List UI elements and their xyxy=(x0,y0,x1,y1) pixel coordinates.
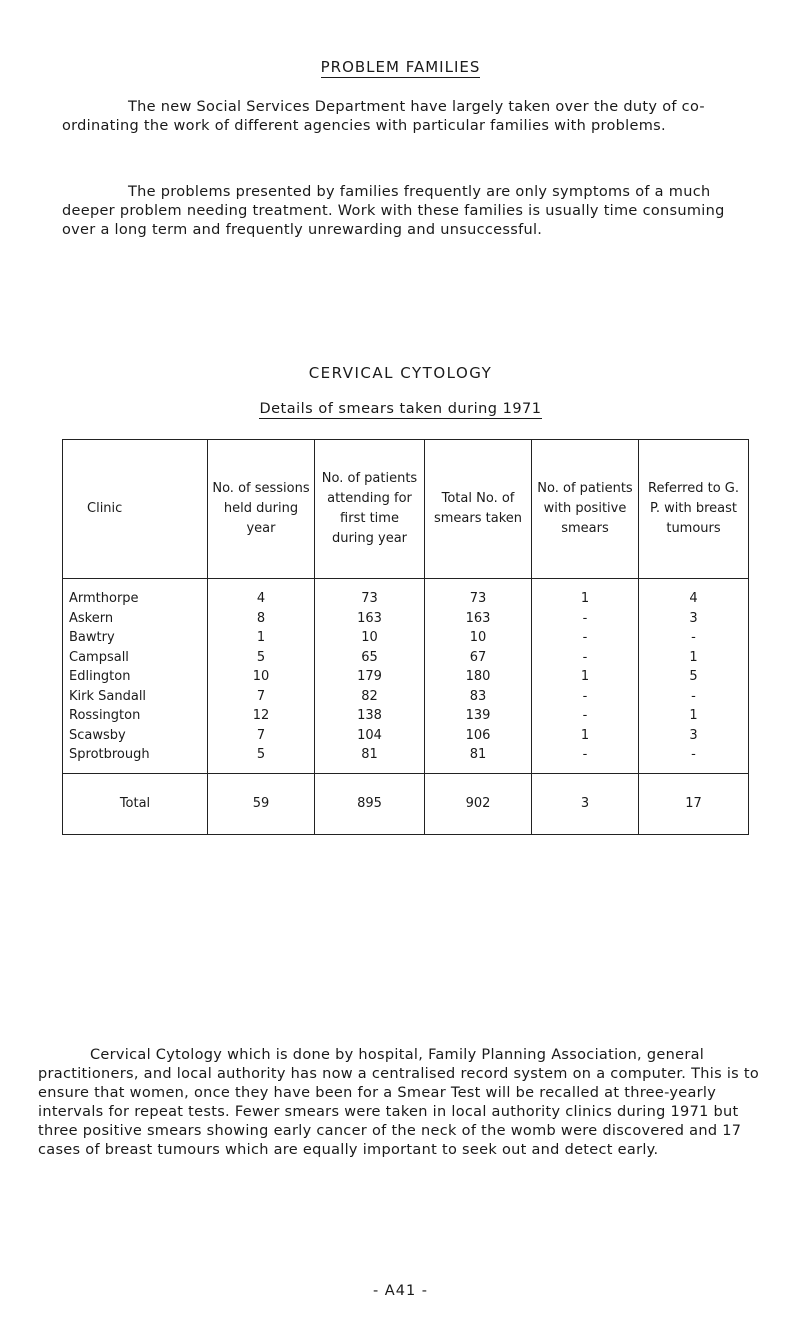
table-row xyxy=(63,609,749,629)
total-label: Total xyxy=(63,773,208,834)
problems-paragraph xyxy=(62,183,752,240)
total-sessions: 59 xyxy=(208,773,315,834)
cell-clinic: Armthorpe xyxy=(63,579,208,609)
cell-sessions: 8 xyxy=(208,609,315,629)
total-patients: 895 xyxy=(315,773,425,834)
section-subtitle-text: Details of smears taken during 1971 xyxy=(259,401,542,417)
cell-patients: 81 xyxy=(315,745,425,773)
cell-patients: 73 xyxy=(315,579,425,609)
cell-positive: - xyxy=(532,706,639,726)
total-referred: 17 xyxy=(639,773,749,834)
cell-smears: 180 xyxy=(425,667,532,687)
cell-clinic: Edlington xyxy=(63,667,208,687)
cell-positive: 1 xyxy=(532,667,639,687)
cell-smears: 83 xyxy=(425,687,532,707)
header-positive-smears: No. of patients with positive smears xyxy=(532,440,639,579)
table-row xyxy=(63,745,749,773)
cell-positive: - xyxy=(532,648,639,668)
table-total-row xyxy=(63,773,749,834)
cell-referred: 4 xyxy=(639,579,749,609)
table-row xyxy=(63,726,749,746)
cell-patients: 138 xyxy=(315,706,425,726)
cell-patients: 179 xyxy=(315,667,425,687)
section-title: CERVICAL CYTOLOGY xyxy=(308,364,493,382)
cell-positive: - xyxy=(532,628,639,648)
cell-positive: - xyxy=(532,687,639,707)
cell-smears: 163 xyxy=(425,609,532,629)
cell-sessions: 7 xyxy=(208,687,315,707)
cell-sessions: 5 xyxy=(208,745,315,773)
cell-referred: 5 xyxy=(639,667,749,687)
cell-clinic: Sprotbrough xyxy=(63,745,208,773)
cell-smears: 106 xyxy=(425,726,532,746)
section-subtitle xyxy=(0,401,801,417)
header-clinic: Clinic xyxy=(63,440,208,579)
cell-clinic: Askern xyxy=(63,609,208,629)
total-smears: 902 xyxy=(425,773,532,834)
table-row xyxy=(63,667,749,687)
cell-positive: - xyxy=(532,609,639,629)
page-title-text: PROBLEM FAMILIES xyxy=(320,58,481,76)
cell-patients: 10 xyxy=(315,628,425,648)
table-header-row xyxy=(63,440,749,579)
cell-sessions: 5 xyxy=(208,648,315,668)
cell-patients: 65 xyxy=(315,648,425,668)
intro-paragraph-text: The new Social Services Department have largely taken over the duty of co-ordinating the work of different agencies with particular families with problems. xyxy=(62,99,705,134)
cell-smears: 10 xyxy=(425,628,532,648)
problems-paragraph-text: The problems presented by families frequently are only symptoms of a much deeper problem needing treatment. Work with these families is usually time consuming over a long term and frequently unrewarding and unsuccessful. xyxy=(62,184,725,238)
cell-referred: - xyxy=(639,745,749,773)
cell-referred: 3 xyxy=(639,609,749,629)
page-number: - A41 - xyxy=(372,1283,429,1299)
total-positive: 3 xyxy=(532,773,639,834)
cell-smears: 67 xyxy=(425,648,532,668)
cell-sessions: 12 xyxy=(208,706,315,726)
cell-clinic: Campsall xyxy=(63,648,208,668)
cell-positive: 1 xyxy=(532,579,639,609)
cell-referred: 3 xyxy=(639,726,749,746)
header-total-smears: Total No. of smears taken xyxy=(425,440,532,579)
header-referred-breast-tumours: Referred to G. P. with breast tumours xyxy=(639,440,749,579)
cell-clinic: Rossington xyxy=(63,706,208,726)
cell-patients: 163 xyxy=(315,609,425,629)
cell-clinic: Kirk Sandall xyxy=(63,687,208,707)
header-patients-first-time: No. of patients attending for first time during year xyxy=(315,440,425,579)
cell-referred: 1 xyxy=(639,648,749,668)
table-row xyxy=(63,706,749,726)
intro-paragraph xyxy=(62,98,752,136)
cell-sessions: 7 xyxy=(208,726,315,746)
cell-clinic: Scawsby xyxy=(63,726,208,746)
cytology-table xyxy=(62,439,749,835)
page-title xyxy=(0,58,801,76)
table-row xyxy=(63,648,749,668)
cell-referred: - xyxy=(639,687,749,707)
cytology-paragraph-text: Cervical Cytology which is done by hospital, Family Planning Association, general practitioners, and local authority has now a centralised record system on a computer. This is to ensure that women, once they have been for a Smear Test will be recalled at three-yearly intervals for repeat tests. Fewer smears were taken in local authority clinics during 1971 but three positive smears showing early cancer of the neck of the womb were discovered and 17 cases of breast tumours which are equally important to seek out and detect early. xyxy=(38,1047,760,1158)
cell-sessions: 1 xyxy=(208,628,315,648)
cell-smears: 73 xyxy=(425,579,532,609)
cell-smears: 139 xyxy=(425,706,532,726)
table-row xyxy=(63,579,749,609)
cell-referred: 1 xyxy=(639,706,749,726)
cell-referred: - xyxy=(639,628,749,648)
cell-patients: 104 xyxy=(315,726,425,746)
cell-sessions: 4 xyxy=(208,579,315,609)
cell-positive: 1 xyxy=(532,726,639,746)
header-sessions: No. of sessions held during year xyxy=(208,440,315,579)
cell-clinic: Bawtry xyxy=(63,628,208,648)
cytology-paragraph xyxy=(38,1046,763,1160)
cell-patients: 82 xyxy=(315,687,425,707)
cell-sessions: 10 xyxy=(208,667,315,687)
cell-smears: 81 xyxy=(425,745,532,773)
table-row xyxy=(63,687,749,707)
table-row xyxy=(63,628,749,648)
cell-positive: - xyxy=(532,745,639,773)
